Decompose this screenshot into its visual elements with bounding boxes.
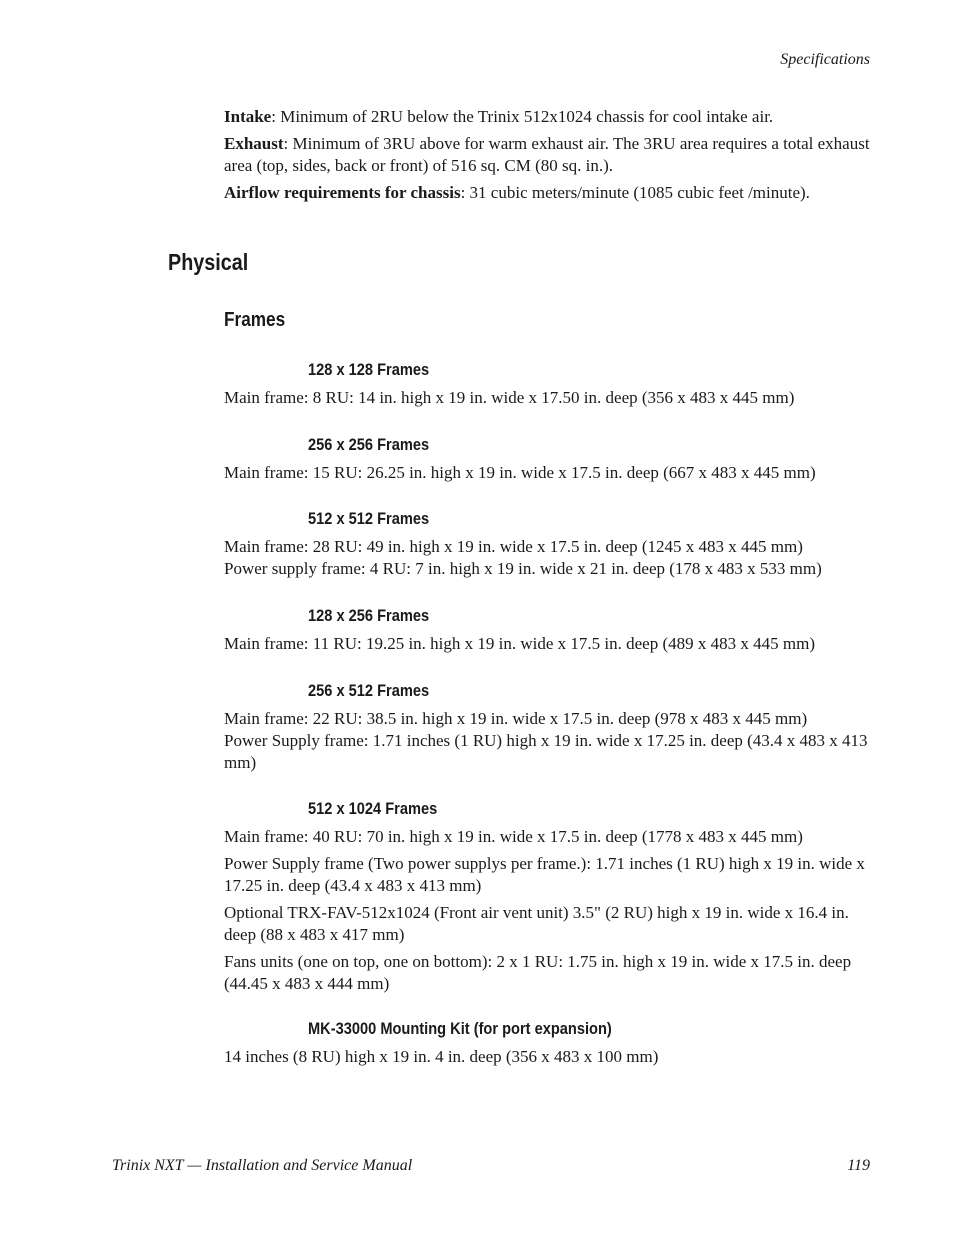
intake-paragraph <box>224 106 876 128</box>
spec-line: Main frame: 8 RU: 14 in. high x 19 in. wide x 17.50 in. deep (356 x 483 x 445 mm) <box>224 388 795 407</box>
spec-line: Main frame: 40 RU: 70 in. high x 19 in. wide x 17.5 in. deep (1778 x 483 x 445 mm) <box>224 827 803 846</box>
spec-line: 14 inches (8 RU) high x 19 in. 4 in. deep (356 x 483 x 100 mm) <box>224 1047 659 1066</box>
spec-line: Power Supply frame: 1.71 inches (1 RU) high x 19 in. wide x 17.25 in. deep (43.4 x 483 x 413 mm) <box>224 731 868 772</box>
spec-mounting-kit <box>224 1046 876 1068</box>
airflow-text: : 31 cubic meters/minute (1085 cubic feet /minute). <box>460 183 810 202</box>
exhaust-paragraph <box>224 133 876 177</box>
spec-line: Main frame: 22 RU: 38.5 in. high x 19 in. wide x 17.5 in. deep (978 x 483 x 445 mm) <box>224 709 808 728</box>
heading-physical: Physical <box>168 249 249 275</box>
spec-512x1024 <box>224 826 876 995</box>
footer-page-number: 119 <box>847 1157 870 1174</box>
intake-label: Intake <box>224 107 272 126</box>
exhaust-label: Exhaust <box>224 134 284 153</box>
footer-manual-title: Trinix NXT — Installation and Service Manual <box>112 1157 413 1174</box>
spec-line: Power supply frame: 4 RU: 7 in. high x 19 in. wide x 21 in. deep (178 x 483 x 533 mm) <box>224 559 822 578</box>
spec-128x256 <box>224 633 876 655</box>
spec-line: Main frame: 28 RU: 49 in. high x 19 in. wide x 17.5 in. deep (1245 x 483 x 445 mm) <box>224 537 803 556</box>
spec-line: Main frame: 11 RU: 19.25 in. high x 19 in. wide x 17.5 in. deep (489 x 483 x 445 mm) <box>224 634 815 653</box>
spec-line: Main frame: 15 RU: 26.25 in. high x 19 in. wide x 17.5 in. deep (667 x 483 x 445 mm) <box>224 463 816 482</box>
subheading-mounting-kit: MK-33000 Mounting Kit (for port expansion) <box>308 1019 612 1038</box>
heading-frames: Frames <box>224 309 286 331</box>
spec-256x256 <box>224 462 876 484</box>
spec-line: Power Supply frame (Two power supplys per frame.): 1.71 inches (1 RU) high x 19 in. wide x 17.25 in. deep (43.4 x 483 x 413 mm) <box>224 854 865 895</box>
spec-line: Fans units (one on top, one on bottom): 2 x 1 RU: 1.75 in. high x 19 in. wide x 17.5 in. deep (44.45 x 483 x 444 mm) <box>224 952 852 993</box>
running-header: Specifications <box>780 51 870 68</box>
spec-256x512 <box>224 708 876 774</box>
airflow-intro <box>224 106 876 209</box>
subheading-512x512: 512 x 512 Frames <box>308 509 430 528</box>
airflow-label: Airflow requirements for chassis <box>224 183 461 202</box>
subheading-128x128: 128 x 128 Frames <box>308 360 430 379</box>
spec-128x128 <box>224 387 876 409</box>
subheading-256x512: 256 x 512 Frames <box>308 681 430 700</box>
subheading-512x1024: 512 x 1024 Frames <box>308 799 438 818</box>
subheading-256x256: 256 x 256 Frames <box>308 435 430 454</box>
airflow-paragraph <box>224 182 876 204</box>
exhaust-text: : Minimum of 3RU above for warm exhaust air. The 3RU area requires a total exhaust area (top, sides, back or front) of 516 sq. CM (80 sq. in.). <box>224 134 870 175</box>
spec-512x512 <box>224 536 876 580</box>
subheading-128x256: 128 x 256 Frames <box>308 606 430 625</box>
intake-text: : Minimum of 2RU below the Trinix 512x1024 chassis for cool intake air. <box>271 107 774 126</box>
spec-line: Optional TRX-FAV-512x1024 (Front air vent unit) 3.5" (2 RU) high x 19 in. wide x 16.4 in. deep (88 x 483 x 417 mm) <box>224 903 849 944</box>
